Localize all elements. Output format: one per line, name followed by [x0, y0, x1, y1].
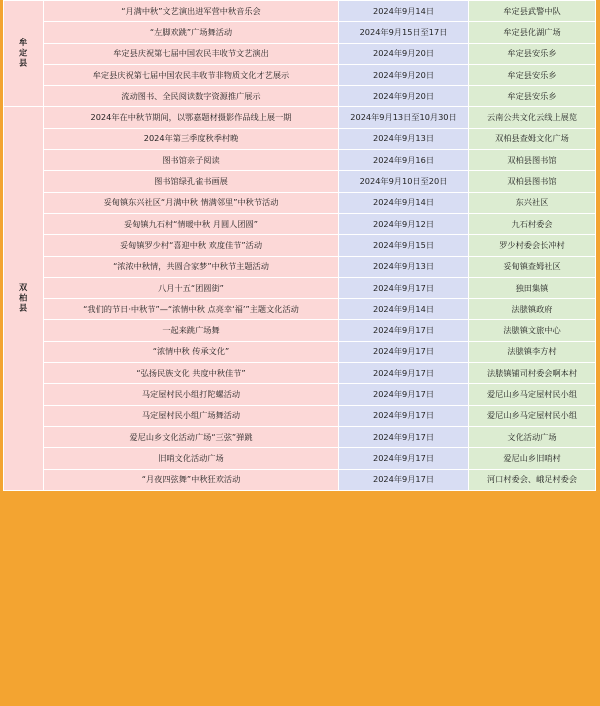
table-row [4, 405, 596, 426]
event-name-cell: “浓情中秋 传承文化” [44, 341, 339, 362]
event-name-cell: 马定屋村民小组广场舞活动 [44, 405, 339, 426]
table-row [4, 341, 596, 362]
event-location-cell: 牟定县安乐乡 [469, 64, 596, 85]
event-name-cell: 妥甸镇罗少村“喜迎中秋 欢度佳节”活动 [44, 235, 339, 256]
event-location-cell: 牟定县安乐乡 [469, 43, 596, 64]
event-name-cell: 爱尼山乡文化活动广场“三弦”弹跳 [44, 426, 339, 447]
event-location-cell: 文化活动广场 [469, 426, 596, 447]
event-name-cell: 2024年第三季度秋季村晚 [44, 128, 339, 149]
event-location-cell: 双柏县查姆文化广场 [469, 128, 596, 149]
table-row [4, 192, 596, 213]
event-date-cell: 2024年9月13日至10月30日 [339, 107, 469, 128]
table-row [4, 384, 596, 405]
event-schedule-table [3, 0, 596, 491]
table-row [4, 320, 596, 341]
event-date-cell: 2024年9月17日 [339, 426, 469, 447]
event-date-cell: 2024年9月17日 [339, 363, 469, 384]
event-name-cell: “左脚欢跳”广场舞活动 [44, 22, 339, 43]
event-date-cell: 2024年9月15日 [339, 235, 469, 256]
event-date-cell: 2024年9月17日 [339, 320, 469, 341]
event-name-cell: 牟定县庆祝第七届中国农民丰收节非物质文化才艺展示 [44, 64, 339, 85]
event-location-cell: 九石村委会 [469, 213, 596, 234]
event-date-cell: 2024年9月13日 [339, 128, 469, 149]
event-location-cell: 爱尼山乡旧哨村 [469, 448, 596, 469]
event-name-cell: “弘扬民族文化 共度中秋佳节” [44, 363, 339, 384]
event-date-cell: 2024年9月17日 [339, 277, 469, 298]
event-date-cell: 2024年9月17日 [339, 384, 469, 405]
table-body [4, 1, 596, 491]
table-row [4, 171, 596, 192]
event-name-cell: “月满中秋”文艺演出进军营中秋音乐会 [44, 1, 339, 22]
table-row [4, 363, 596, 384]
event-date-cell: 2024年9月12日 [339, 213, 469, 234]
event-date-cell: 2024年9月13日 [339, 256, 469, 277]
event-date-cell: 2024年9月20日 [339, 64, 469, 85]
event-location-cell: 罗少村委会长冲村 [469, 235, 596, 256]
table-row [4, 1, 596, 22]
event-location-cell: 爱尼山乡马定屋村民小组 [469, 384, 596, 405]
table-row [4, 150, 596, 171]
event-name-cell: 旧哨文化活动广场 [44, 448, 339, 469]
event-location-cell: 爱尼山乡马定屋村民小组 [469, 405, 596, 426]
event-name-cell: 图书馆绿孔雀书画展 [44, 171, 339, 192]
event-name-cell: 马定屋村民小组打陀螺活动 [44, 384, 339, 405]
table-row [4, 448, 596, 469]
event-location-cell: 法脿镇李方村 [469, 341, 596, 362]
event-date-cell: 2024年9月14日 [339, 299, 469, 320]
table-row [4, 235, 596, 256]
event-location-cell: 法脿镇铺司村委会啊本村 [469, 363, 596, 384]
event-date-cell: 2024年9月14日 [339, 1, 469, 22]
event-location-cell: 东兴社区 [469, 192, 596, 213]
event-name-cell: 八月十五“团圆街” [44, 277, 339, 298]
table-row [4, 43, 596, 64]
table-row [4, 469, 596, 490]
table-row [4, 256, 596, 277]
event-date-cell: 2024年9月16日 [339, 150, 469, 171]
table-row [4, 213, 596, 234]
table-row [4, 64, 596, 85]
event-location-cell: 双柏县图书馆 [469, 171, 596, 192]
table-row [4, 299, 596, 320]
event-location-cell: 云南公共文化云线上展览 [469, 107, 596, 128]
event-name-cell: “月夜四弦舞”中秋狂欢活动 [44, 469, 339, 490]
table-row [4, 128, 596, 149]
event-name-cell: 妥甸镇东兴社区“月满中秋 情满邻里”中秋节活动 [44, 192, 339, 213]
event-date-cell: 2024年9月17日 [339, 469, 469, 490]
table-row [4, 107, 596, 128]
table-row [4, 426, 596, 447]
event-location-cell: 牟定县安乐乡 [469, 86, 596, 107]
event-name-cell: 妥甸镇九石村“情暖中秋 月圆人团圆” [44, 213, 339, 234]
table-row [4, 22, 596, 43]
event-location-cell: 法脿镇文旅中心 [469, 320, 596, 341]
event-date-cell: 2024年9月17日 [339, 448, 469, 469]
event-name-cell: “我们的节日·中秋节”—“浓情中秋 点亮幸‘福’”主题文化活动 [44, 299, 339, 320]
event-name-cell: 图书馆亲子阅读 [44, 150, 339, 171]
table-row [4, 277, 596, 298]
event-date-cell: 2024年9月17日 [339, 341, 469, 362]
event-date-cell: 2024年9月20日 [339, 86, 469, 107]
event-location-cell: 双柏县图书馆 [469, 150, 596, 171]
event-name-cell: 2024年在中秋节期间，以鄂嘉题材摄影作品线上展一期 [44, 107, 339, 128]
event-date-cell: 2024年9月15日至17日 [339, 22, 469, 43]
event-date-cell: 2024年9月10日至20日 [339, 171, 469, 192]
county-label: 牟定县 [4, 1, 44, 107]
event-date-cell: 2024年9月17日 [339, 405, 469, 426]
event-location-cell: 牟定县武警中队 [469, 1, 596, 22]
event-name-cell: 流动图书、全民阅读数字资源推广展示 [44, 86, 339, 107]
county-label: 双柏县 [4, 107, 44, 490]
table-row [4, 86, 596, 107]
event-location-cell: 河口村委会、峨足村委会 [469, 469, 596, 490]
event-name-cell: 一起来跳广场舞 [44, 320, 339, 341]
event-location-cell: 牟定县化湖广场 [469, 22, 596, 43]
event-name-cell: 牟定县庆祝第七届中国农民丰收节文艺演出 [44, 43, 339, 64]
event-date-cell: 2024年9月14日 [339, 192, 469, 213]
event-name-cell: “浓浓中秋情，共圆合家梦”中秋节主题活动 [44, 256, 339, 277]
event-location-cell: 独田集镇 [469, 277, 596, 298]
event-location-cell: 法脿镇政府 [469, 299, 596, 320]
event-location-cell: 妥甸镇查姆社区 [469, 256, 596, 277]
event-date-cell: 2024年9月20日 [339, 43, 469, 64]
